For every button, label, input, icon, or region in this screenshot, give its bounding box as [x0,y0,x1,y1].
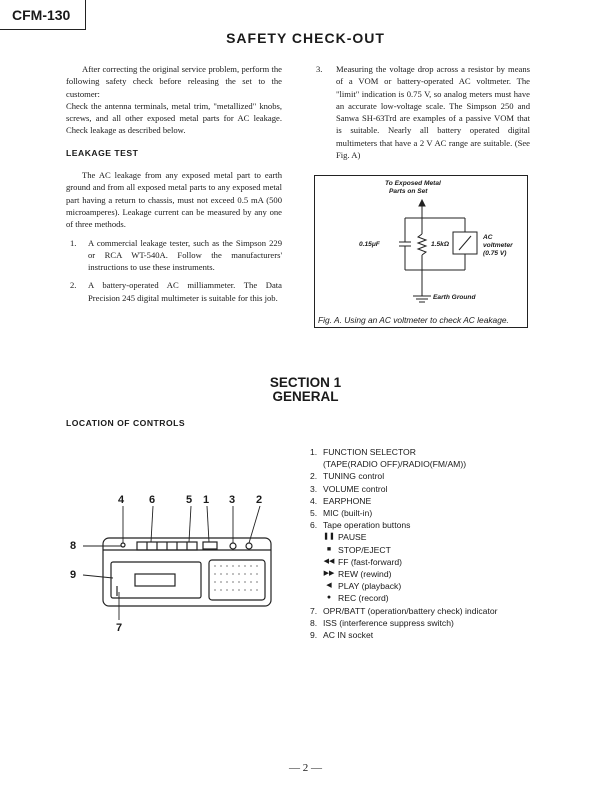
voltmeter-needle [459,236,471,250]
volume-knob [230,543,236,549]
method-text: Measuring the voltage drop across a resistor by means of a VOM or battery-operated AC voltmeter. The "limit" indication is 0.75 V, so analog meters must have an accurate low-voltage scale. The Simpson 250 and Sanwa SH-63Trd are examples of a passive VOM that is suitable. Nearly all battery operated digital multimeters that have a 2 V AC range are suitable. (See Fig. A) [336,64,530,161]
method-number: 1. [70,237,77,248]
control-item: 2. TUNING control [310,471,385,482]
intro-paragraph-2: Check the antenna terminals, metal trim, "metallized" knobs, screws, and all other exposed metal parts for AC leakage. Check leakage as described below. [66,100,282,136]
control-item: 7. OPR/BATT (operation/battery check) indicator [310,605,498,616]
intro-paragraph: After correcting the original service problem, perform the following safety check before releasing the set to the customer: [66,64,282,99]
capacitor-label: 0.15μF [359,241,380,248]
function-selector [203,542,217,549]
callout-7: 7 [116,622,123,634]
tuning-knob [246,543,252,549]
figure-a [314,175,528,328]
callout-6: 6 [149,494,156,506]
tape-button-item: ❚❚ PAUSE [310,531,570,543]
right-column [316,63,530,161]
tape-button-item: ■ STOP/EJECT [310,544,570,556]
left-column [66,63,282,304]
callout-2: 2 [256,494,263,506]
stop-icon: ■ [326,545,332,553]
callout-3: 3 [229,494,236,506]
voltmeter-label-3: (0.75 V) [483,250,507,257]
section-heading [0,376,611,404]
record-icon: ● [326,594,332,602]
method-text: A commercial leakage tester, such as the Simpson 229 or RCA WT-540A. Follow the manufacturers' instructions to use these instruments. [88,237,282,273]
tape-button-item: ● REC (record) [310,592,570,604]
callout-1: 1 [203,494,210,506]
method-item [316,63,530,161]
voltmeter-label-1: AC [483,234,493,241]
tape-button-item: ▶▶ REW (rewind) [310,568,570,580]
play-icon: ◀ [326,582,332,590]
section-title: SECTION 1 [269,375,342,390]
cassette-door [111,562,201,598]
ground-label: Earth Ground [433,294,476,301]
figure-caption: Fig. A. Using an AC voltmeter to check AC leakage. [318,315,509,325]
probe-arrow-icon [419,200,425,206]
page-title: SAFETY CHECK-OUT [226,30,385,46]
control-item: 5. MIC (built-in) [310,508,373,519]
callout-5: 5 [186,494,193,506]
tape-button-item: ◀ PLAY (playback) [310,580,570,592]
method-item [66,237,282,274]
control-item: 6. Tape operation buttons [310,520,411,531]
method-item [66,279,282,304]
controls-list [310,446,570,641]
section-subtitle: GENERAL [272,389,339,404]
method-number: 2. [70,280,77,291]
page-number: — 2 — [289,762,322,774]
radio-illustration [55,488,285,638]
control-item: 8. ISS (interference suppress switch) [310,617,454,628]
model-tag [0,0,86,30]
method-number: 3. [316,64,323,74]
callout-9: 9 [70,569,77,581]
cassette-window [135,574,175,586]
leakage-paragraph: The AC leakage from any exposed metal part to earth ground and from all exposed metal parts to any exposed metal part having a return to chassis, must not exceed 0.5 mA (500 microamperes). Leakage current can be measured by any one of three methods. [66,170,282,230]
model-number: CFM-130 [12,6,71,23]
resistor-zigzag [418,234,426,255]
resistor-label: 1.5kΩ [431,241,449,248]
control-item: 3. VOLUME control [310,483,388,494]
earphone-jack [121,543,125,547]
control-item: 4. EARPHONE [310,495,372,506]
control-item: 9. AC IN socket [310,630,374,641]
callout-4: 4 [118,494,125,506]
callout-8: 8 [70,540,77,552]
fast-forward-icon: ◀◀ [323,557,335,565]
control-item: (TAPE(RADIO OFF)/RADIO(FM/AM)) [323,459,467,470]
control-item: 1. FUNCTION SELECTOR [310,447,416,457]
leakage-heading: LEAKAGE TEST [66,147,139,158]
pause-icon: ❚❚ [323,533,335,541]
voltmeter-label-2: voltmeter [483,242,513,249]
figure-top-label-1: To Exposed Metal [385,180,441,187]
tape-button-item: ◀◀ FF (fast-forward) [310,556,570,568]
rewind-icon: ▶▶ [323,570,335,578]
method-text: A battery-operated AC milliammeter. The Data Precision 245 digital multimeter is suitable for this job. [88,280,282,303]
figure-top-label-2: Parts on Set [389,188,428,195]
location-heading: LOCATION OF CONTROLS [66,418,186,428]
